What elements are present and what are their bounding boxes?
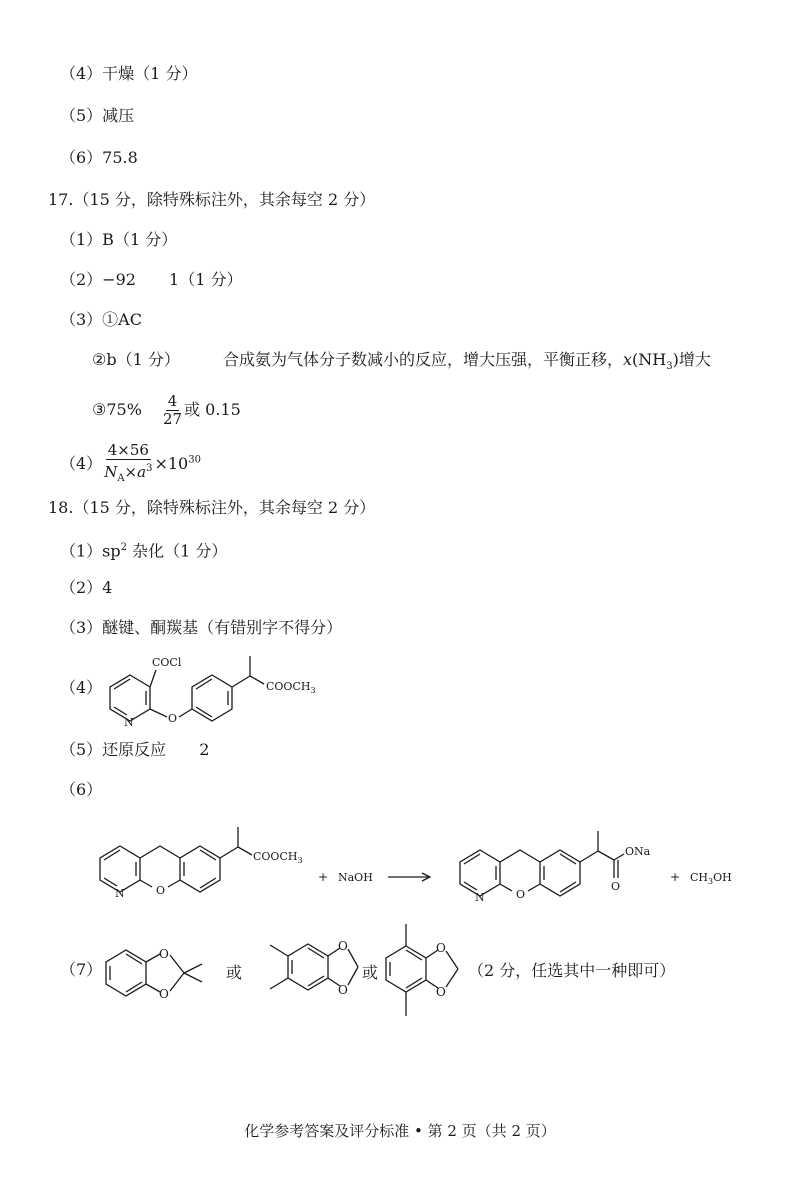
reactant-cooch3-label: $COOCH_3$ (253, 850, 303, 865)
or-connector-1: 或 (226, 963, 243, 982)
cooch3-label: $COOCH_3$ (266, 680, 316, 695)
isomer2-o-bottom: O (338, 983, 348, 997)
plus-sign-2: + (670, 870, 681, 884)
answer-18-4-label: （4） (60, 678, 103, 697)
answer-17-3-2-choice: ②b（1 分） (92, 350, 180, 369)
answer-17-3-3-percent: ③75% (92, 400, 142, 419)
answer-17-3-2 (92, 350, 711, 377)
naoh-label: NaOH (338, 871, 373, 884)
reactant-n-label: N (115, 887, 125, 900)
question-17-header: 17.（15 分，除特殊标注外，其余每空 2 分） (48, 190, 376, 209)
isomer1-o-bottom: O (159, 987, 169, 1001)
structures-18-7 (96, 912, 736, 1032)
isomer3-o-top: O (436, 941, 446, 955)
answer-17-3: （3）①AC (60, 310, 142, 329)
saponification-equation (90, 808, 770, 918)
isomer-candidates (96, 912, 736, 1028)
answer-18-6-label: （6） (60, 780, 103, 799)
answer-18-7-label: （7） (60, 960, 103, 979)
answer-18-3: （3）醚键、酮羰基（有错别字不得分） (60, 618, 343, 637)
carbonyl-o-label: O (611, 880, 621, 893)
answer-17-2 (60, 270, 243, 290)
answer-18-5: （5）还原反应 2 (60, 740, 210, 759)
isomer1-o-top: O (159, 947, 169, 961)
answer-17-4: （4） $\frac{4\times 56}{N_A\times a^3}$ $\times 10^{30}$ (60, 442, 201, 487)
molecule-pyridine-phenoxy-ester (100, 640, 350, 730)
product-o-label: O (516, 888, 526, 901)
methanol-label: $CH_3OH$ (690, 871, 732, 886)
pyridine-n-label: N (124, 716, 134, 729)
ona-label: ONa (625, 845, 651, 858)
answer-18-7-note: （2 分，任选其中一种即可） (468, 961, 676, 980)
cocl-label: COCl (152, 656, 182, 669)
reaction-18-6 (90, 808, 770, 922)
isomer3-o-bottom: O (436, 985, 446, 999)
reactant-o-label: O (156, 884, 166, 897)
product-n-label: N (475, 891, 485, 904)
answer-17-3-3-alt: 或 0.15 (184, 400, 241, 419)
answer-17-3-3 (92, 392, 241, 428)
answer-17-3-2-reason: 合成氨为气体分子数减小的反应，增大压强，平衡正移，$x(NH_3)$增大 (222, 350, 711, 373)
structure-18-4 (100, 640, 350, 734)
plus-sign-1: + (318, 870, 329, 884)
answer-17-1: （1）B（1 分） (60, 230, 178, 249)
fraction-4-27: $\frac{4}{27}$ (163, 392, 183, 428)
or-connector-2: 或 (362, 963, 379, 982)
answer-18-2: （2）4 (60, 578, 113, 597)
answer-16-5: （5）减压 (60, 106, 135, 125)
density-fraction: $\frac{4\times 56}{N_A\times a^3}$ (104, 441, 153, 484)
isomer2-o-top: O (338, 939, 348, 953)
ether-o-label: O (168, 712, 178, 725)
answer-17-2-second: 1（1 分） (169, 270, 243, 289)
answer-17-2-value: （2）−92 (60, 270, 136, 289)
question-18-header: 18.（15 分，除特殊标注外，其余每空 2 分） (48, 498, 376, 517)
page-footer: 化学参考答案及评分标准 • 第 2 页（共 2 页） (244, 1122, 556, 1140)
answer-16-6: （6）75.8 (60, 148, 138, 167)
answer-16-4: （4）干燥（1 分） (60, 64, 198, 83)
answer-18-1: $(1)sp^2$ 杂化（1 分） (60, 541, 228, 561)
